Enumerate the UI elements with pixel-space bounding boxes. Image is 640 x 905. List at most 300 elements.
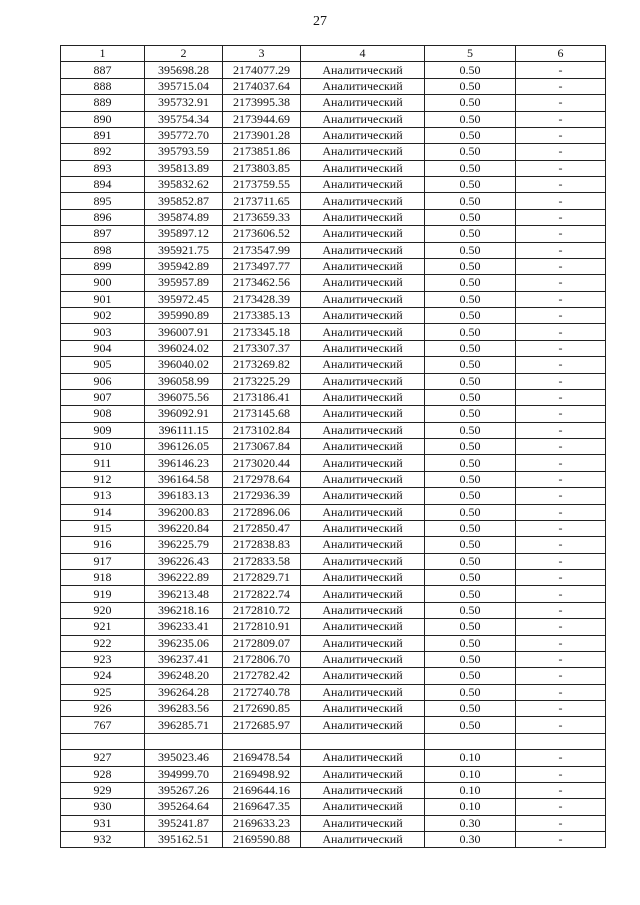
table-cell: 395832.62	[145, 177, 223, 193]
table-cell: 899	[61, 258, 145, 274]
table-row	[61, 340, 606, 356]
table-cell: -	[516, 373, 606, 389]
table-row	[61, 684, 606, 700]
table-cell: Аналитический	[301, 95, 425, 111]
table-row	[61, 553, 606, 569]
table-cell: Аналитический	[301, 226, 425, 242]
table-cell: 0.50	[425, 471, 516, 487]
table-cell: 0.50	[425, 406, 516, 422]
table-row	[61, 258, 606, 274]
table-cell: 2172978.64	[223, 471, 301, 487]
table-cell: 395241.87	[145, 815, 223, 831]
table-cell: 396285.71	[145, 717, 223, 733]
table-row	[61, 308, 606, 324]
table-cell: 0.50	[425, 78, 516, 94]
table-cell: 2173269.82	[223, 357, 301, 373]
table-cell: 924	[61, 668, 145, 684]
table-row	[61, 275, 606, 291]
table-cell: 0.50	[425, 209, 516, 225]
table-cell: 2172833.58	[223, 553, 301, 569]
table-cell: 931	[61, 815, 145, 831]
table-row	[61, 668, 606, 684]
table-cell: Аналитический	[301, 177, 425, 193]
table-cell: 2169644.16	[223, 782, 301, 798]
table-cell: 0.50	[425, 570, 516, 586]
table-cell: 2173659.33	[223, 209, 301, 225]
table-cell: 2172838.83	[223, 537, 301, 553]
table-cell: -	[516, 832, 606, 848]
table-cell: 2173225.29	[223, 373, 301, 389]
page-number: 27	[313, 14, 327, 29]
table-cell: 910	[61, 439, 145, 455]
table-cell: 2173803.85	[223, 160, 301, 176]
table-cell: -	[516, 62, 606, 78]
table-cell: -	[516, 193, 606, 209]
table-cell: 2172809.07	[223, 635, 301, 651]
table-row	[61, 357, 606, 373]
table-row	[61, 439, 606, 455]
table-row	[61, 504, 606, 520]
table-cell: -	[516, 160, 606, 176]
table-cell: 0.50	[425, 177, 516, 193]
table-cell: Аналитический	[301, 193, 425, 209]
table-cell: 395715.04	[145, 78, 223, 94]
table-cell: 396075.56	[145, 389, 223, 405]
table-row	[61, 832, 606, 848]
table-cell: -	[516, 471, 606, 487]
table-cell: -	[516, 766, 606, 782]
table-cell: 396146.23	[145, 455, 223, 471]
table-cell: 0.30	[425, 832, 516, 848]
table-cell: 0.10	[425, 750, 516, 766]
table-cell: 932	[61, 832, 145, 848]
table-cell: 2172685.97	[223, 717, 301, 733]
table-cell: Аналитический	[301, 406, 425, 422]
table-cell: -	[516, 488, 606, 504]
table-row	[61, 291, 606, 307]
table-cell: Аналитический	[301, 504, 425, 520]
table-cell	[516, 733, 606, 749]
table-cell: 0.50	[425, 111, 516, 127]
table-cell: -	[516, 177, 606, 193]
table-cell: Аналитический	[301, 701, 425, 717]
table-cell: 394999.70	[145, 766, 223, 782]
table-cell: 0.50	[425, 488, 516, 504]
table-cell: Аналитический	[301, 389, 425, 405]
table-cell: 2173145.68	[223, 406, 301, 422]
table-cell: -	[516, 619, 606, 635]
coordinates-table	[60, 45, 606, 848]
table-cell: 929	[61, 782, 145, 798]
table-cell: Аналитический	[301, 832, 425, 848]
table-cell: 2172806.70	[223, 651, 301, 667]
table-cell: 396200.83	[145, 504, 223, 520]
table-cell: -	[516, 209, 606, 225]
table-cell: 395897.12	[145, 226, 223, 242]
table-cell: 908	[61, 406, 145, 422]
table-cell: 888	[61, 78, 145, 94]
table-cell: -	[516, 406, 606, 422]
table-cell: Аналитический	[301, 160, 425, 176]
table-cell: 2169647.35	[223, 799, 301, 815]
table-cell	[61, 733, 145, 749]
table-cell: -	[516, 308, 606, 324]
table-cell: 2173711.65	[223, 193, 301, 209]
table-cell: 395813.89	[145, 160, 223, 176]
table-cell: 893	[61, 160, 145, 176]
table-cell: 2172822.74	[223, 586, 301, 602]
table-cell: -	[516, 668, 606, 684]
table-cell: 2169633.23	[223, 815, 301, 831]
table-cell: 915	[61, 520, 145, 536]
table-cell	[223, 733, 301, 749]
table-cell: 0.50	[425, 520, 516, 536]
table-cell: -	[516, 439, 606, 455]
table-cell: 396283.56	[145, 701, 223, 717]
table-cell: 0.50	[425, 537, 516, 553]
table-cell: 396213.48	[145, 586, 223, 602]
table-cell: Аналитический	[301, 455, 425, 471]
table-row	[61, 471, 606, 487]
table-cell: -	[516, 701, 606, 717]
table-cell: 0.50	[425, 308, 516, 324]
table-cell: Аналитический	[301, 127, 425, 143]
table-cell: 0.50	[425, 324, 516, 340]
table-cell: -	[516, 537, 606, 553]
table-cell: Аналитический	[301, 144, 425, 160]
table-cell: 396092.91	[145, 406, 223, 422]
table-row	[61, 635, 606, 651]
table-cell: 919	[61, 586, 145, 602]
table-cell: -	[516, 226, 606, 242]
table-cell: 897	[61, 226, 145, 242]
table-row	[61, 602, 606, 618]
table-cell: 0.50	[425, 258, 516, 274]
table-cell: 2173606.52	[223, 226, 301, 242]
table-cell: Аналитический	[301, 209, 425, 225]
table-cell: 914	[61, 504, 145, 520]
table-body	[61, 62, 606, 848]
table-cell: 396226.43	[145, 553, 223, 569]
table-row	[61, 570, 606, 586]
table-cell: 900	[61, 275, 145, 291]
table-cell: -	[516, 389, 606, 405]
table-cell: 895	[61, 193, 145, 209]
table-cell: 395023.46	[145, 750, 223, 766]
table-cell: 395874.89	[145, 209, 223, 225]
table-cell: -	[516, 291, 606, 307]
table-row	[61, 209, 606, 225]
table-cell: -	[516, 242, 606, 258]
table-cell: Аналитический	[301, 324, 425, 340]
table-cell: 0.50	[425, 668, 516, 684]
table-cell: Аналитический	[301, 537, 425, 553]
table-cell: -	[516, 357, 606, 373]
table-cell: -	[516, 635, 606, 651]
table-cell: 0.50	[425, 242, 516, 258]
table-cell: 0.50	[425, 701, 516, 717]
table-cell: 0.30	[425, 815, 516, 831]
table-cell: Аналитический	[301, 766, 425, 782]
table-row	[61, 488, 606, 504]
table-cell: 2172810.91	[223, 619, 301, 635]
table-row	[61, 520, 606, 536]
table-cell: Аналитический	[301, 553, 425, 569]
table-row	[61, 586, 606, 602]
table-cell: 0.50	[425, 586, 516, 602]
table-cell: Аналитический	[301, 586, 425, 602]
table-cell: Аналитический	[301, 422, 425, 438]
table-cell: 0.50	[425, 95, 516, 111]
column-header: 4	[301, 46, 425, 62]
table-cell: 892	[61, 144, 145, 160]
table-cell: 0.50	[425, 602, 516, 618]
table-cell: Аналитический	[301, 619, 425, 635]
table-cell	[145, 733, 223, 749]
table-cell: Аналитический	[301, 782, 425, 798]
table-cell: Аналитический	[301, 291, 425, 307]
table-cell: 921	[61, 619, 145, 635]
table-cell: 0.50	[425, 651, 516, 667]
table-cell: -	[516, 111, 606, 127]
table-cell: 2174077.29	[223, 62, 301, 78]
column-header: 3	[223, 46, 301, 62]
table-cell: 0.50	[425, 455, 516, 471]
table-cell: 396264.28	[145, 684, 223, 700]
table-cell: Аналитический	[301, 750, 425, 766]
table-cell: Аналитический	[301, 78, 425, 94]
table-cell: 395772.70	[145, 127, 223, 143]
table-cell: 2173901.28	[223, 127, 301, 143]
table-cell: 912	[61, 471, 145, 487]
table-cell: -	[516, 651, 606, 667]
table-row	[61, 324, 606, 340]
table-cell: 396164.58	[145, 471, 223, 487]
table-cell: 395793.59	[145, 144, 223, 160]
table-cell: 0.50	[425, 635, 516, 651]
table-row	[61, 651, 606, 667]
table-row	[61, 111, 606, 127]
table-cell: 2172896.06	[223, 504, 301, 520]
table-cell: 396222.89	[145, 570, 223, 586]
table-cell: 2172782.42	[223, 668, 301, 684]
column-header: 1	[61, 46, 145, 62]
table-cell: 2173102.84	[223, 422, 301, 438]
table-cell: 904	[61, 340, 145, 356]
table-cell: Аналитический	[301, 258, 425, 274]
table-cell: -	[516, 684, 606, 700]
table-cell: -	[516, 324, 606, 340]
table-cell: 911	[61, 455, 145, 471]
table-cell: 0.50	[425, 226, 516, 242]
table-cell: -	[516, 422, 606, 438]
table-cell: 916	[61, 537, 145, 553]
table-row	[61, 782, 606, 798]
table-cell: 0.50	[425, 684, 516, 700]
table-cell: 928	[61, 766, 145, 782]
table-row	[61, 733, 606, 749]
table-cell: 2173345.18	[223, 324, 301, 340]
table-cell: -	[516, 815, 606, 831]
table-cell: Аналитический	[301, 651, 425, 667]
column-header: 2	[145, 46, 223, 62]
table-cell: -	[516, 799, 606, 815]
table-row	[61, 389, 606, 405]
table-cell: 396040.02	[145, 357, 223, 373]
table-cell: 2173020.44	[223, 455, 301, 471]
table-cell: Аналитический	[301, 668, 425, 684]
table-row	[61, 177, 606, 193]
table-cell: 2169478.54	[223, 750, 301, 766]
table-cell: 396126.05	[145, 439, 223, 455]
table-cell: 2172829.71	[223, 570, 301, 586]
table-row	[61, 422, 606, 438]
table-cell: 909	[61, 422, 145, 438]
table-cell: 395921.75	[145, 242, 223, 258]
table-cell: 2173944.69	[223, 111, 301, 127]
table-cell: 396225.79	[145, 537, 223, 553]
table-header-row	[61, 46, 606, 62]
table-cell: 905	[61, 357, 145, 373]
table-cell: -	[516, 782, 606, 798]
table-cell: 767	[61, 717, 145, 733]
table-row	[61, 717, 606, 733]
table-cell: -	[516, 717, 606, 733]
table-row	[61, 799, 606, 815]
table-cell: 0.50	[425, 373, 516, 389]
table-cell: -	[516, 258, 606, 274]
table-cell: Аналитический	[301, 488, 425, 504]
table-row	[61, 750, 606, 766]
table-row	[61, 62, 606, 78]
table-cell: 2173186.41	[223, 389, 301, 405]
table-row	[61, 701, 606, 717]
table-cell: 396237.41	[145, 651, 223, 667]
table-cell: 2173759.55	[223, 177, 301, 193]
table-cell: 2172690.85	[223, 701, 301, 717]
table-cell: 0.50	[425, 422, 516, 438]
table-cell: Аналитический	[301, 373, 425, 389]
table-cell: 918	[61, 570, 145, 586]
table-row	[61, 537, 606, 553]
table-cell: Аналитический	[301, 275, 425, 291]
table-row	[61, 193, 606, 209]
table-cell: 889	[61, 95, 145, 111]
table-row	[61, 144, 606, 160]
table-cell: 2173462.56	[223, 275, 301, 291]
table-cell: 396024.02	[145, 340, 223, 356]
table-cell: Аналитический	[301, 799, 425, 815]
table-cell: 930	[61, 799, 145, 815]
table-cell: 2173428.39	[223, 291, 301, 307]
table-cell: 0.50	[425, 717, 516, 733]
table-cell: 0.50	[425, 160, 516, 176]
table-row	[61, 766, 606, 782]
table-cell: Аналитический	[301, 62, 425, 78]
table-cell: 0.50	[425, 275, 516, 291]
table-cell: 2172936.39	[223, 488, 301, 504]
table-cell: 395957.89	[145, 275, 223, 291]
table-cell: Аналитический	[301, 520, 425, 536]
table-cell: 906	[61, 373, 145, 389]
table-cell: 0.50	[425, 389, 516, 405]
table-cell	[425, 733, 516, 749]
table-cell: 396248.20	[145, 668, 223, 684]
table-cell: 396220.84	[145, 520, 223, 536]
table-cell: 922	[61, 635, 145, 651]
table-cell: 0.50	[425, 193, 516, 209]
table-cell: 2173497.77	[223, 258, 301, 274]
table-cell: 913	[61, 488, 145, 504]
table-cell: 396007.91	[145, 324, 223, 340]
table-cell: 920	[61, 602, 145, 618]
table-cell: 395852.87	[145, 193, 223, 209]
table-cell: 0.50	[425, 127, 516, 143]
table-cell: Аналитический	[301, 635, 425, 651]
table-cell: 927	[61, 750, 145, 766]
table-row	[61, 455, 606, 471]
table-cell: 396183.13	[145, 488, 223, 504]
table-cell: 2172850.47	[223, 520, 301, 536]
table-cell: 395698.28	[145, 62, 223, 78]
table-cell: 395732.91	[145, 95, 223, 111]
table-cell	[301, 733, 425, 749]
table-cell: -	[516, 586, 606, 602]
table-cell: 901	[61, 291, 145, 307]
table-cell: Аналитический	[301, 242, 425, 258]
table-cell: -	[516, 127, 606, 143]
table-row	[61, 373, 606, 389]
table-cell: 917	[61, 553, 145, 569]
table-cell: Аналитический	[301, 815, 425, 831]
table-cell: 0.50	[425, 291, 516, 307]
table-cell: 0.50	[425, 357, 516, 373]
table-cell: -	[516, 504, 606, 520]
table-cell: 396233.41	[145, 619, 223, 635]
table-cell: Аналитический	[301, 439, 425, 455]
table-cell: 2173385.13	[223, 308, 301, 324]
table-cell: 2173067.84	[223, 439, 301, 455]
table-cell: Аналитический	[301, 471, 425, 487]
table-cell: 923	[61, 651, 145, 667]
table-cell: 0.50	[425, 144, 516, 160]
table-cell: -	[516, 602, 606, 618]
table-cell: 0.50	[425, 340, 516, 356]
table-cell: 396218.16	[145, 602, 223, 618]
table-row	[61, 226, 606, 242]
table-row	[61, 127, 606, 143]
table-row	[61, 815, 606, 831]
table-cell: 2173307.37	[223, 340, 301, 356]
table-cell: 0.50	[425, 553, 516, 569]
table-cell: 890	[61, 111, 145, 127]
table-cell: 396111.15	[145, 422, 223, 438]
table-cell: 926	[61, 701, 145, 717]
table-cell: 896	[61, 209, 145, 225]
table-cell: 396235.06	[145, 635, 223, 651]
table-cell: -	[516, 340, 606, 356]
table-cell: 887	[61, 62, 145, 78]
table-cell: 2172740.78	[223, 684, 301, 700]
table-cell: 395267.26	[145, 782, 223, 798]
table-cell: 0.50	[425, 439, 516, 455]
table-row	[61, 619, 606, 635]
table-cell: 0.50	[425, 619, 516, 635]
table-cell: -	[516, 95, 606, 111]
table-cell: 2173547.99	[223, 242, 301, 258]
table-cell: -	[516, 520, 606, 536]
table-cell: 891	[61, 127, 145, 143]
